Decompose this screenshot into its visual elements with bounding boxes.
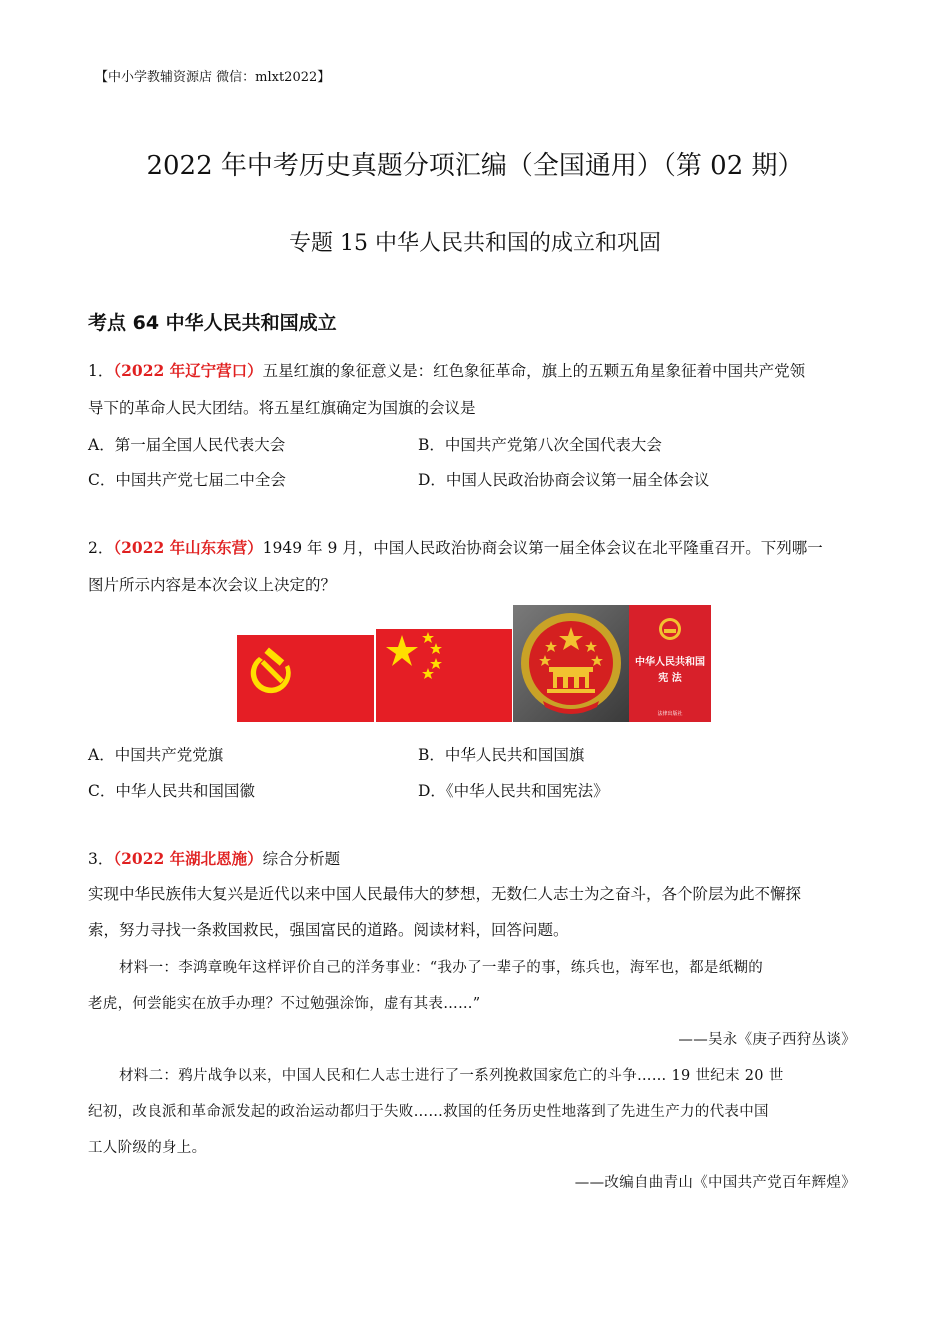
sub-title: 专题 15 中华人民共和国的成立和巩固 <box>289 231 661 256</box>
book-publisher: 法律出版社 <box>657 711 683 717</box>
q1-option-d: D．中国人民政治协商会议第一届全体会议 <box>418 471 710 489</box>
q3-intro-line1: 实现中华民族伟大复兴是近代以来中国人民最伟大的梦想，无数仁人志士为之奋斗，各个阶层为此不懈探 <box>88 885 802 903</box>
book-title-line2: 宪 法 <box>658 673 682 684</box>
q2-source: （2022 年山东东营） <box>113 538 263 557</box>
q2-option-d: D．《中华人民共和国宪法》 <box>418 782 609 800</box>
q3-source: （2022 年湖北恩施） <box>113 849 263 868</box>
q3-intro-line2: 索，努力寻找一条救国救民，强国富民的道路。阅读材料，回答问题。 <box>88 921 569 939</box>
q1-option-a: A．第一届全国人民代表大会 <box>88 436 286 454</box>
q3-material2-citation: ——改编自曲青山《中国共产党百年辉煌》 <box>574 1175 856 1191</box>
q3-number: 3． <box>88 850 114 868</box>
q2-stem-line1 <box>88 538 823 558</box>
q2-images <box>237 605 711 722</box>
constitution-book-image <box>629 605 711 722</box>
q3-material2-line2: 纪初，改良派和革命派发起的政治运动都归于失败……救国的任务历史性地落到了先进生产力的代表中国 <box>88 1104 769 1120</box>
q2-number: 2． <box>88 539 114 557</box>
national-flag-image <box>376 605 512 722</box>
q3-type: 综合分析题 <box>262 850 341 868</box>
q3-material1-line1: 材料一：李鸿章晚年这样评价自己的洋务事业：“我办了一辈子的事，练兵也，海军也，都是纸糊的 <box>119 960 764 976</box>
q1-option-b: B．中国共产党第八次全国代表大会 <box>418 436 662 454</box>
q2-stem-line2: 图片所示内容是本次会议上决定的？ <box>88 576 337 594</box>
book-title-line1: 中华人民共和国 <box>635 657 705 668</box>
q3-material2-line3: 工人阶级的身上。 <box>88 1140 207 1156</box>
q1-stem-line1 <box>88 361 805 381</box>
q3-material1-citation: ——吴永《庚子西狩丛谈》 <box>678 1032 856 1048</box>
section-title: 考点 64 中华人民共和国成立 <box>88 312 337 334</box>
q1-text-1: 五星红旗的象征意义是：红色象征革命，旗上的五颗五角星象征着中国共产党领 <box>262 362 806 380</box>
q1-stem-line2: 导下的革命人民大团结。将五星红旗确定为国旗的会议是 <box>88 399 476 417</box>
q2-option-c: C．中华人民共和国国徽 <box>88 782 255 800</box>
q2-option-b: B．中华人民共和国国旗 <box>418 746 585 764</box>
party-flag-image <box>237 605 374 722</box>
q1-number: 1． <box>88 362 114 380</box>
q3-material2-line1: 材料二：鸦片战争以来，中国人民和仁人志士进行了一系列挽救国家危亡的斗争…… 19 世纪末 20 世 <box>119 1068 784 1084</box>
header-note: 【中小学教辅资源店 微信：mlxt2022】 <box>95 70 331 85</box>
q1-source: （2022 年辽宁营口） <box>113 361 263 380</box>
q2-text-1: 1949 年 9 月，中国人民政治协商会议第一届全体会议在北平隆重召开。下列哪一 <box>262 539 823 557</box>
q2-option-a: A．中国共产党党旗 <box>88 746 224 764</box>
q3-stem-line1 <box>88 849 340 869</box>
q1-option-c: C．中国共产党七届二中全会 <box>88 471 286 489</box>
q3-material1-line2: 老虎，何尝能实在放手办理？不过勉强涂饰，虚有其表……” <box>88 996 481 1012</box>
main-title: 2022 年中考历史真题分项汇编（全国通用）（第 02 期） <box>146 151 804 181</box>
national-emblem-image <box>513 605 629 722</box>
